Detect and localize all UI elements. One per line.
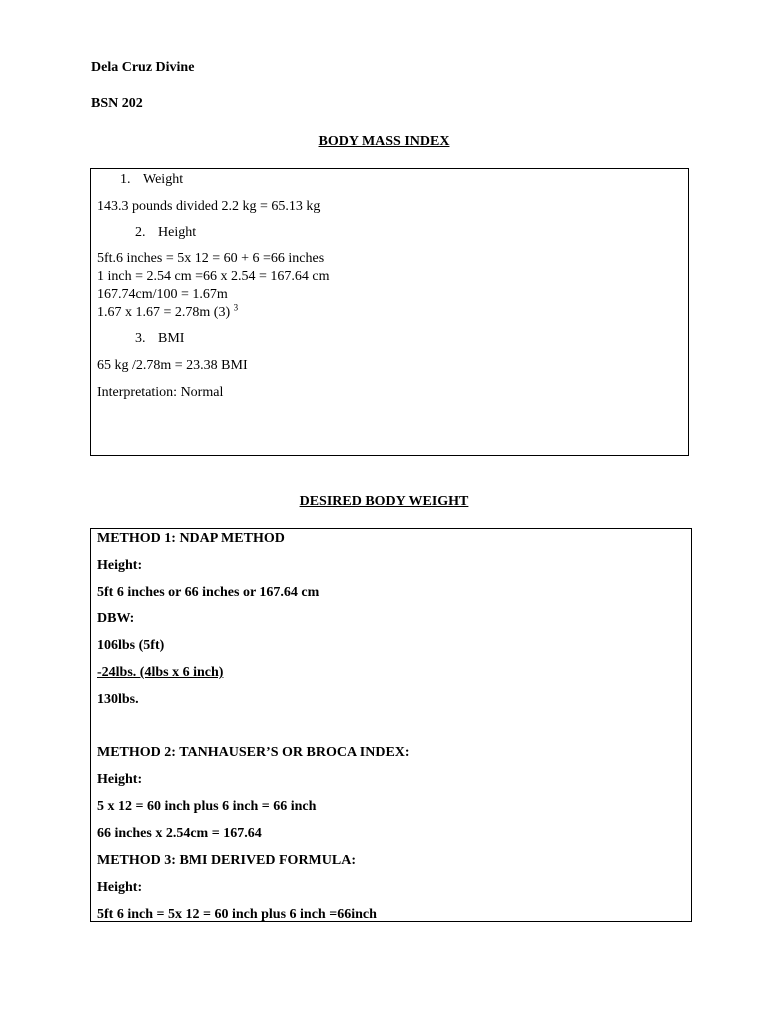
height-value: 5ft 6 inches or 66 inches or 167.64 cm	[97, 585, 320, 600]
height-calculation: 5ft 6 inch = 5x 12 = 60 inch plus 6 inch =66inch	[97, 907, 377, 922]
dbw-title: DESIRED BODY WEIGHT	[299, 494, 469, 509]
method-heading: METHOD 3: BMI DERIVED FORMULA:	[97, 853, 356, 868]
height-calculation: 5 x 12 = 60 inch plus 6 inch = 66 inch	[97, 799, 317, 814]
bmi-calculation: 65 kg /2.78m = 23.38 BMI	[97, 358, 248, 373]
method-heading: METHOD 1: NDAP METHOD	[97, 531, 285, 546]
bmi-box	[90, 168, 689, 456]
student-name: Dela Cruz Divine	[91, 60, 195, 75]
list-number: 3.	[135, 331, 146, 346]
interpretation: Interpretation: Normal	[97, 385, 224, 400]
height-label: Height:	[97, 880, 143, 895]
height-line: 5ft.6 inches = 5x 12 = 60 + 6 =66 inches	[97, 251, 325, 266]
height-conversion: 66 inches x 2.54cm = 167.64	[97, 826, 262, 841]
list-item-bmi: BMI	[158, 331, 185, 346]
height-line: 1 inch = 2.54 cm =66 x 2.54 = 167.64 cm	[97, 269, 330, 284]
height-label: Height:	[97, 772, 143, 787]
method-heading: METHOD 2: TANHAUSER’S OR BROCA INDEX:	[97, 745, 410, 760]
list-number: 1.	[120, 172, 131, 187]
bmi-title: BODY MASS INDEX	[318, 134, 450, 149]
height-label: Height:	[97, 558, 143, 573]
height-line-text: 1.67 x 1.67 = 2.78m (3)	[97, 305, 231, 320]
dbw-label: DBW:	[97, 611, 135, 626]
class-section: BSN 202	[91, 96, 143, 111]
dbw-result: 130lbs.	[97, 692, 139, 707]
list-item-height: Height	[158, 225, 197, 240]
weight-calculation: 143.3 pounds divided 2.2 kg = 65.13 kg	[97, 199, 321, 214]
list-number: 2.	[135, 225, 146, 240]
dbw-subtraction: -24lbs. (4lbs x 6 inch)	[97, 665, 224, 680]
superscript: 3	[233, 302, 239, 313]
dbw-box	[90, 528, 692, 922]
height-line	[97, 302, 239, 321]
dbw-value: 106lbs (5ft)	[97, 638, 165, 653]
height-line: 167.74cm/100 = 1.67m	[97, 287, 228, 302]
list-item-weight: Weight	[143, 172, 184, 187]
